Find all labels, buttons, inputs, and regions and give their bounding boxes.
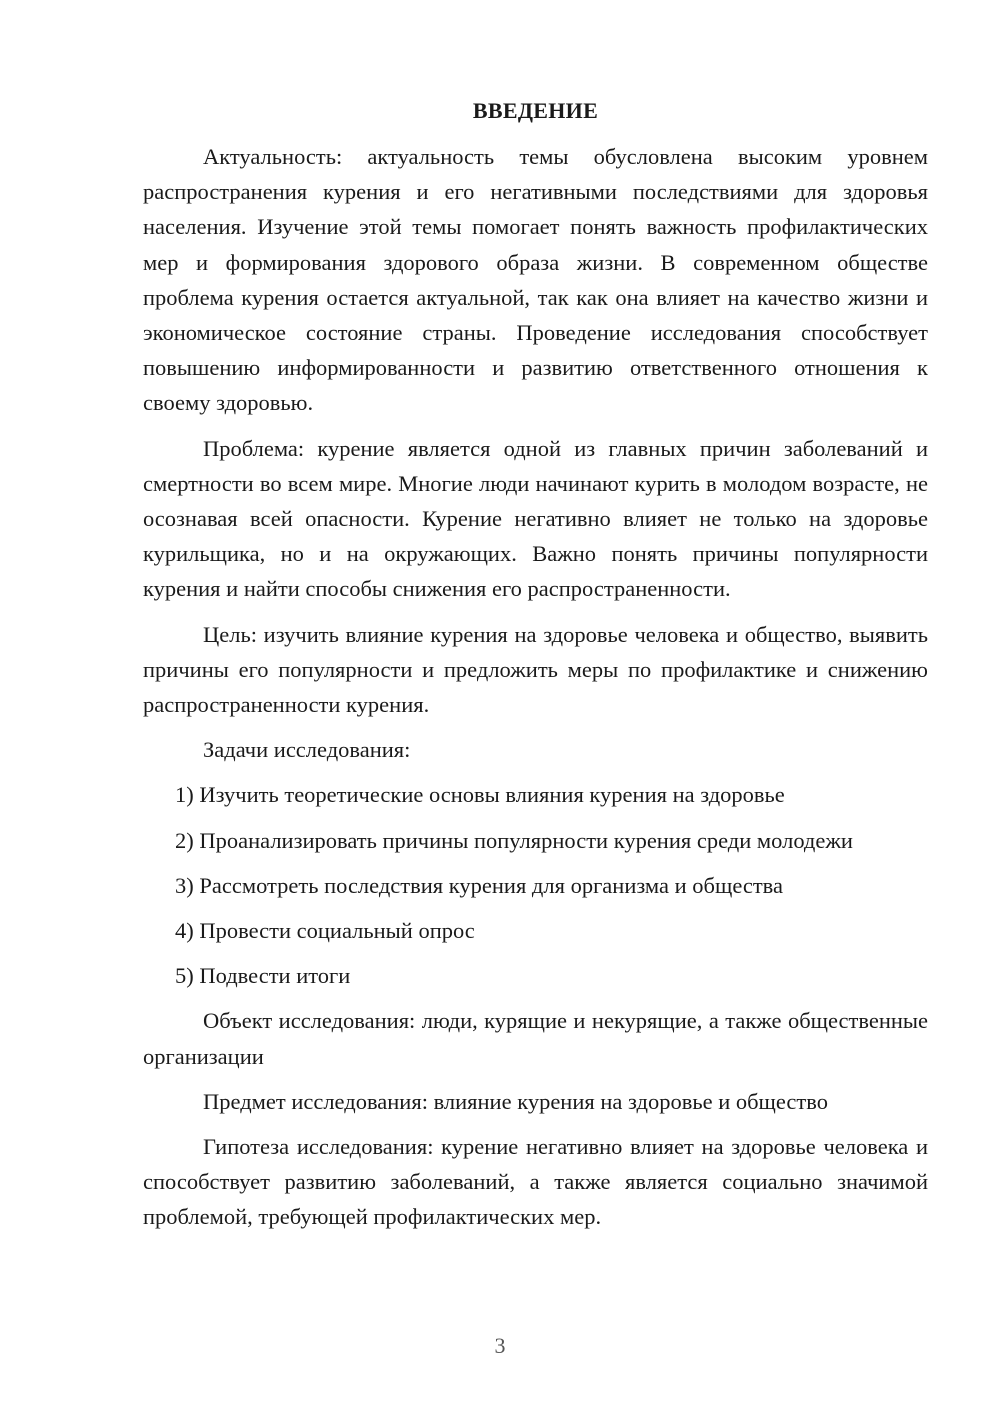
tasks-list (143, 777, 928, 993)
paragraph-object: Объект исследования: люди, курящие и некурящие, а также общественные организации (143, 1008, 928, 1069)
document-page (143, 93, 928, 1235)
list-item: 2) Проанализировать причины популярности курения среди молодежи (175, 827, 853, 853)
paragraph-goal: Цель: изучить влияние курения на здоровье человека и общество, выявить причины его популярности и предложить меры по профилактике и снижению распространенности курения. (143, 621, 928, 718)
page-number: 3 (494, 1333, 506, 1358)
paragraph-problem: Проблема: курение является одной из главных причин заболеваний и смертности во всем мире. Многие люди начинают курить в молодом возрасте, не осознавая всей опасности. Курение негативно влияет не только на здоровье курильщика, но и на окружающих. Важно понять причины популярности курения и найти способы снижения его распространенности. (143, 435, 928, 602)
tasks-title: Задачи исследования: (203, 737, 411, 763)
paragraph-hypothesis: Гипотеза исследования: курение негативно влияет на здоровье человека и способствует развитию заболеваний, а также является социально значимой проблемой, требующей профилактических мер. (143, 1134, 928, 1230)
paragraph-relevance: Актуальность: актуальность темы обусловлена высоким уровнем распространения курения и его негативными последствиями для здоровья населения. Изучение этой темы помогает понять важность профилактических мер и формирования здорового образа жизни. В современном обществе проблема курения остается актуальной, так как она влияет на качество жизни и экономическое состояние страны. Проведение исследования способствует повышению информированности и развитию ответственного отношения к своему здоровью. (143, 144, 928, 416)
list-item: 4) Провести социальный опрос (175, 918, 475, 944)
page-title: ВВЕДЕНИЕ (472, 98, 599, 123)
paragraph-subject: Предмет исследования: влияние курения на здоровье и общество (203, 1088, 828, 1114)
list-item: 3) Рассмотреть последствия курения для организма и общества (175, 872, 783, 898)
list-item: 5) Подвести итоги (175, 963, 351, 989)
list-item: 1) Изучить теоретические основы влияния курения на здоровье (175, 782, 785, 808)
